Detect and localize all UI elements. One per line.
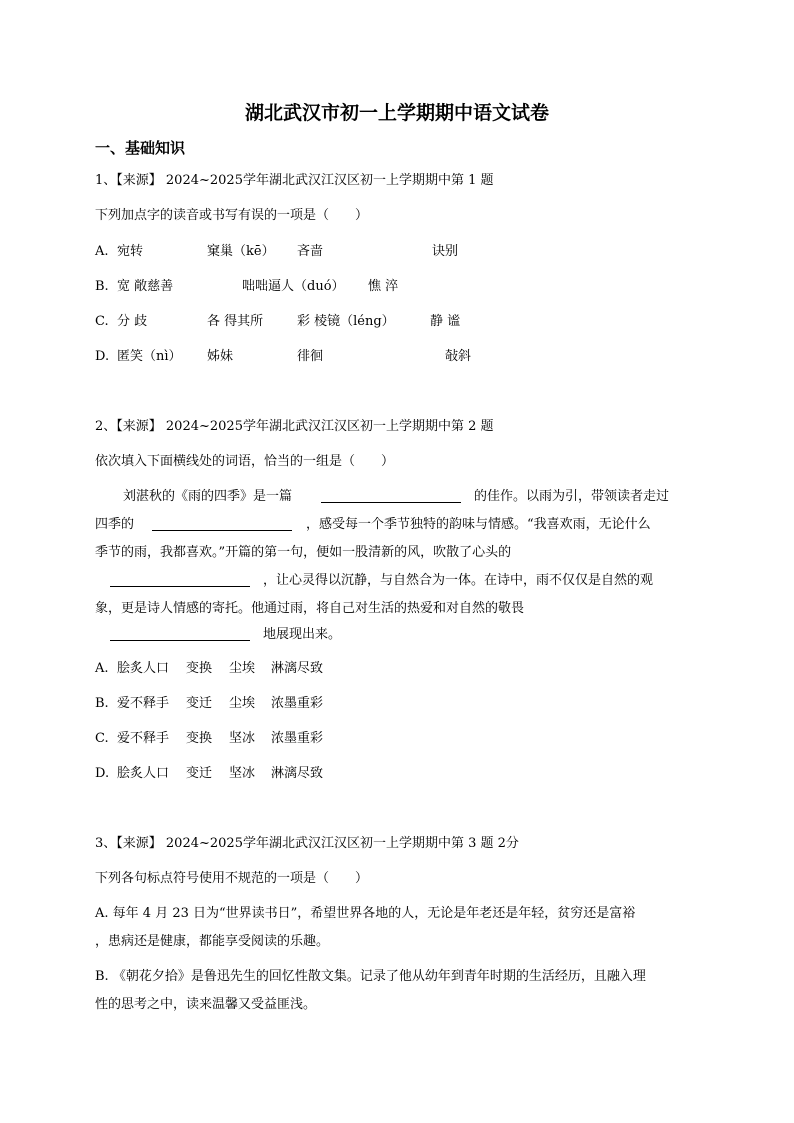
q1-option-b-item: 宽 敞慈善 xyxy=(117,279,174,294)
q1-option-a-item: 宛转 xyxy=(117,244,144,259)
q1-option-d-item: 徘徊 xyxy=(297,349,324,364)
q1-option-a-letter: A. xyxy=(95,244,109,259)
q2-option-c-item: 爱不释手 xyxy=(117,731,170,746)
q2-option-c-item: 浓墨重彩 xyxy=(271,731,324,746)
fill-blank-3 xyxy=(110,572,250,587)
q1-option-d-item: 匿笑（nì） xyxy=(117,349,182,364)
q2-option-c-item: 变换 xyxy=(186,731,213,746)
fill-blank-1 xyxy=(321,488,461,503)
fill-blank-2 xyxy=(152,516,292,531)
q2-option-b-item: 变迁 xyxy=(186,696,213,711)
question-3-header: 3、【来源】 2024~2025学年湖北武汉江汉区初一上学期期中第 3 题 2分 xyxy=(95,836,519,851)
q1-option-c-item: 静 谧 xyxy=(430,314,461,329)
q2-option-a-letter: A. xyxy=(95,661,109,676)
q2-option-a-item: 变换 xyxy=(186,661,213,676)
q1-option-b-item: 憔 淬 xyxy=(368,279,399,294)
q1-option-c-item: 分 歧 xyxy=(117,314,148,329)
passage-text: 刘湛秋的《雨的四季》是一篇 xyxy=(123,489,293,504)
q1-option-a-item: 吝啬 xyxy=(297,244,324,259)
q2-option-b-item: 尘埃 xyxy=(229,696,256,711)
q2-option-d-item: 脍炙人口 xyxy=(117,766,170,781)
question-1-header: 1、【来源】 2024~2025学年湖北武汉江汉区初一上学期期中第 1 题 xyxy=(95,173,494,188)
q2-option-d-item: 变迁 xyxy=(186,766,213,781)
fill-blank-4 xyxy=(110,626,250,641)
q2-option-d-item: 淋漓尽致 xyxy=(271,766,324,781)
q1-option-c-item: 彩 棱镜（léng） xyxy=(297,314,395,329)
q1-option-c-letter: C. xyxy=(95,314,109,329)
question-2-header: 2、【来源】 2024~2025学年湖北武汉江汉区初一上学期期中第 2 题 xyxy=(95,419,494,434)
q2-option-b-item: 浓墨重彩 xyxy=(271,696,324,711)
page-title: 湖北武汉市初一上学期期中语文试卷 xyxy=(244,102,549,124)
q1-option-d-item: 敧斜 xyxy=(445,349,472,364)
passage-text: ，让心灵得以沉静，与自然合为一体。在诗中，雨不仅仅是自然的观 xyxy=(263,573,654,588)
q1-option-b-item: 咄咄逼人（duó） xyxy=(242,279,345,294)
q2-option-a-item: 尘埃 xyxy=(229,661,256,676)
q2-option-d-letter: D. xyxy=(95,766,110,781)
q2-option-b-letter: B. xyxy=(95,696,109,711)
q3-option-b-line2: 性的思考之中，读来温馨又受益匪浅。 xyxy=(95,997,317,1012)
q3-option-a-line2: ，患病还是健康，都能享受阅读的乐趣。 xyxy=(95,934,330,949)
question-1-stem: 下列加点字的读音或书写有误的一项是（ ） xyxy=(95,208,369,223)
q1-option-b-letter: B. xyxy=(95,279,109,294)
question-2-stem: 依次填入下面横线处的词语，恰当的一组是（ ） xyxy=(95,454,395,469)
passage-text: 象，更是诗人情感的寄托。他通过雨，将自己对生活的热爱和对自然的敬畏 xyxy=(95,601,525,616)
q3-option-a-line1: A. 每年 4 月 23 日为“世界读书日”，希望世界各地的人，无论是年老还是年轻，贫穷还是富裕 xyxy=(95,906,636,921)
q2-option-d-item: 坚冰 xyxy=(229,766,256,781)
q1-option-c-item: 各 得其所 xyxy=(207,314,264,329)
q2-option-b-item: 爱不释手 xyxy=(117,696,170,711)
q2-option-c-item: 坚冰 xyxy=(229,731,256,746)
section-heading: 一、基础知识 xyxy=(95,139,186,157)
q2-option-a-item: 淋漓尽致 xyxy=(271,661,324,676)
q3-option-b-line1: B. 《朝花夕拾》是鲁迅先生的回忆性散文集。记录了他从幼年到青年时期的生活经历，且融入理 xyxy=(95,969,646,984)
q2-option-a-item: 脍炙人口 xyxy=(117,661,170,676)
passage-text: 季节的雨，我都喜欢。”开篇的第一句，便如一股清新的风，吹散了心头的 xyxy=(95,545,512,560)
question-3-stem: 下列各句标点符号使用不规范的一项是（ ） xyxy=(95,871,369,886)
q1-option-d-item: 姊妹 xyxy=(207,349,234,364)
passage-text: ，感受每一个季节独特的韵味与情感。“我喜欢雨，无论什么 xyxy=(306,517,651,532)
q2-option-c-letter: C. xyxy=(95,731,109,746)
q1-option-a-item: 窠巢（kē） xyxy=(207,244,275,259)
passage-text: 的佳作。以雨为引，带领读者走过 xyxy=(474,489,670,504)
passage-text: 四季的 xyxy=(95,517,135,532)
q1-option-d-letter: D. xyxy=(95,349,110,364)
q1-option-a-item: 诀别 xyxy=(432,244,459,259)
passage-text: 地展现出来。 xyxy=(263,627,342,642)
